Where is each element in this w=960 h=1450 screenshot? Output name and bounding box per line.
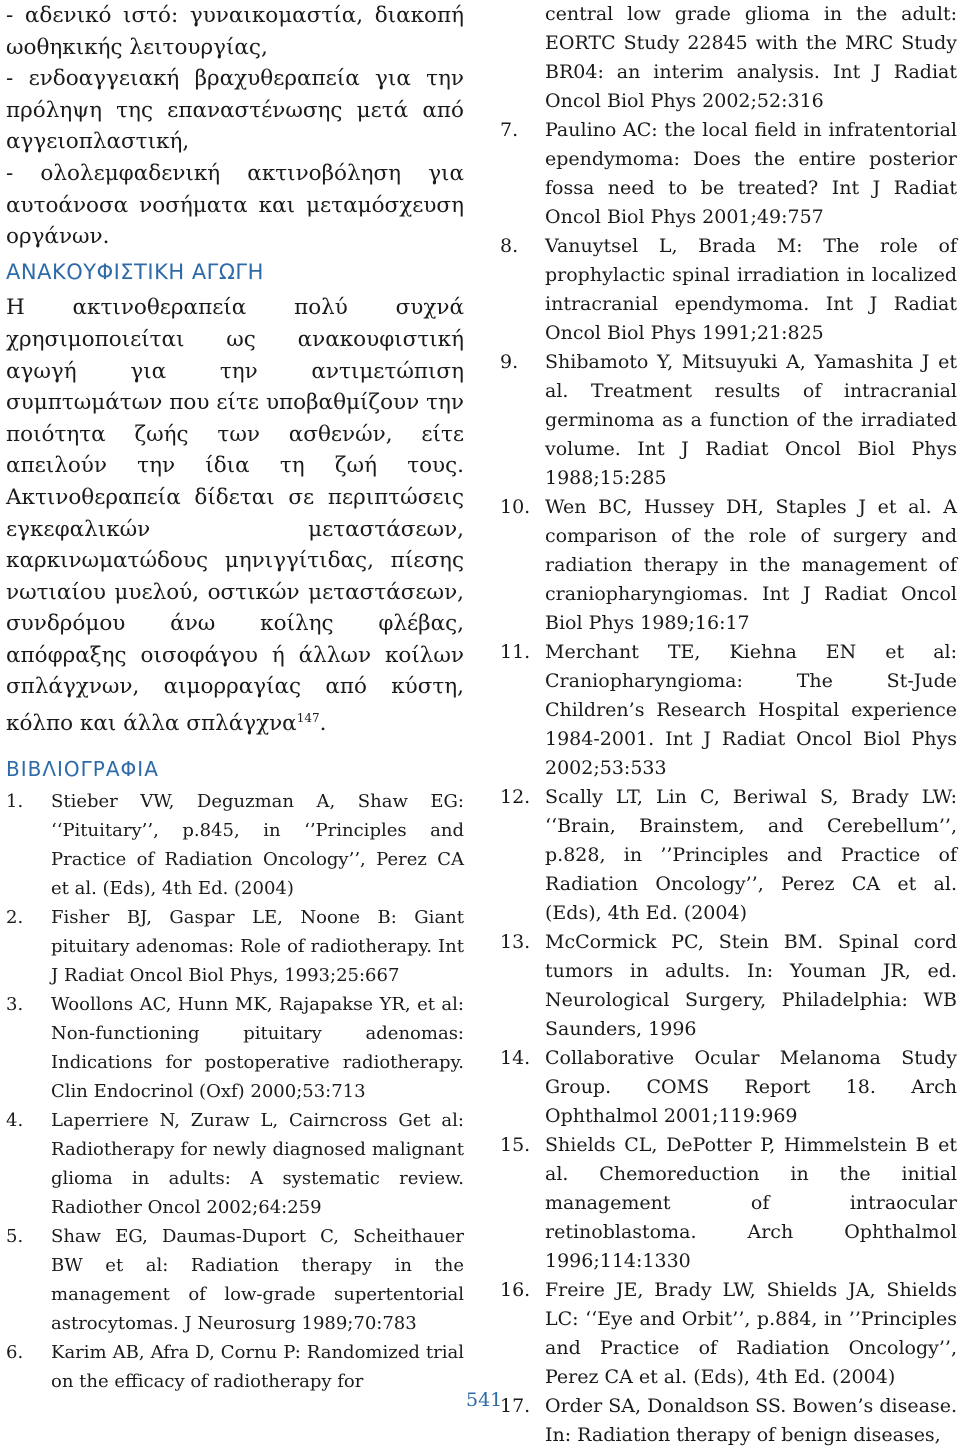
reference-number: 1.	[6, 791, 24, 813]
reference-text: Woollons AC, Hunn MK, Rajapakse YR, et al: Non-functioning pituitary adenomas: Indications for postoperative radiotherapy. Clin Endocrinol (Oxf) 2000;53:713	[51, 994, 464, 1103]
reference-text: Shaw EG, Daumas-Duport C, Scheithauer BW et al: Radiation therapy in the management of low-grade supertentorial astrocytomas. J Neurosurg 1989;70:783	[51, 1226, 464, 1335]
reference-text: Merchant TE, Kiehna EN et al: Craniopharyngioma: The St-Jude Children’s Research Hospital experience 1984-2001. Int J Radiat Oncol Biol Phys 2002;53:533	[545, 641, 957, 779]
paragraph	[6, 292, 464, 739]
reference-item	[500, 348, 957, 493]
section-heading: ΑΝΑΚΟΥΦΙΣΤΙΚΗ ΑΓΩΓΗ	[6, 259, 264, 284]
reference-number: 7.	[500, 119, 519, 141]
reference-continuation: central low grade glioma in the adult: EORTC Study 22845 with the MRC Study BR04: an interim analysis. Int J Radiat Oncol Biol Phys 2002;52:316	[545, 3, 957, 112]
reference-number: 11.	[500, 641, 531, 663]
reference-item	[500, 232, 957, 348]
reference-text: McCormick PC, Stein BM. Spinal cord tumors in adults. In: Youman JR, ed. Neurological Surgery, Philadelphia: WB Saunders, 1996	[545, 931, 957, 1040]
reference-item	[500, 1044, 957, 1131]
reference-text: Paulino AC: the local field in infratentorial ependymoma: Does the entire posterior fossa need to be treated? Int J Radiat Oncol Biol Phys 2001;49:757	[545, 119, 957, 228]
reference-number: 8.	[500, 235, 519, 257]
page-number: 541	[466, 1389, 503, 1411]
right-column	[500, 0, 957, 1450]
intro-line: - αδενικό ιστό: γυναικομαστία, διακοπή ωοθηκικής λειτουργίας,	[6, 3, 464, 60]
reference-text: Scally LT, Lin C, Beriwal S, Brady LW: ‘‘Brain, Brainstem, and Cerebellum’’, p.828, in ’’Principles and Practice of Radiation Oncology’’, Perez CA et al. (Eds), 4th Ed. (2004)	[545, 786, 957, 924]
reference-number: 17.	[500, 1395, 531, 1417]
reference-text: Wen BC, Hussey DH, Staples J et al. A comparison of the role of surgery and radiation therapy in the management of craniopharyngiomas. Int J Radiat Oncol Biol Phys 1989;16:17	[545, 496, 957, 634]
left-column	[6, 0, 464, 1396]
reference-number: 15.	[500, 1134, 531, 1156]
reference-number: 10.	[500, 496, 531, 518]
reference-number: 13.	[500, 931, 531, 953]
reference-list	[500, 116, 957, 1450]
paragraph-end: .	[319, 711, 327, 737]
reference-text: Freire JE, Brady LW, Shields JA, Shields LC: ‘‘Eye and Orbit’’, p.884, in ’’Principles and Practice of Radiation Oncology’’, Perez CA et al. (Eds), 4th Ed. (2004)	[545, 1279, 957, 1388]
reference-text: Collaborative Ocular Melanoma Study Group. COMS Report 18. Arch Ophthalmol 2001;119:969	[545, 1047, 957, 1127]
reference-number: 14.	[500, 1047, 531, 1069]
reference-text: Stieber VW, Deguzman A, Shaw EG: ‘‘Pituitary’’, p.845, in ‘’Principles and Practice of Radiation Oncology’’, Perez CA et al. (Eds), 4th Ed. (2004)	[51, 791, 464, 900]
reference-number: 9.	[500, 351, 519, 373]
bibliography-heading: ΒΙΒΛΙΟΓΡΑΦΙΑ	[6, 756, 159, 781]
reference-text: Order SA, Donaldson SS. Bowen’s disease. In: Radiation therapy of benign diseases,	[545, 1395, 957, 1446]
reference-text: Vanuytsel L, Brada M: The role of prophylactic spinal irradiation in localized intracranial ependymoma. Int J Radiat Oncol Biol Phys 1991;21:825	[545, 235, 957, 344]
paragraph-text: Η ακτινοθεραπεία πολύ συχνά χρησιμοποιείται ως ανακουφιστική αγωγή για την αντιμετώπιση συμπτωμάτων που είτε υποβαθμίζουν την ποιότητα ζωής των ασθενών, είτε απειλούν την ίδια τη ζωή τους. Ακτινοθεραπεία δίδεται σε περιπτώσεις εγκεφαλικών μεταστάσεων, καρκινωματώδους μηνιγγίτιδας, πίεσης νωτιαίου μυελού, οστικών μεταστάσεων, συνδρόμου άνω κοίλης φλέβας, απόφραξης οισοφάγου ή άλλων κοίλων σπλάγχνων, αιμορραγίας από κύστη, κόλπο και άλλα σπλάγχνα	[6, 295, 464, 737]
reference-item	[6, 1222, 464, 1338]
reference-number: 2.	[6, 907, 24, 929]
reference-text: Karim AB, Afra D, Cornu P: Randomized trial on the efficacy of radiotherapy for	[51, 1342, 464, 1393]
reference-item	[500, 116, 957, 232]
reference-item	[500, 1392, 957, 1450]
intro-line: - ενδοαγγειακή βραχυθεραπεία για την πρόληψη της επαναστένωσης μετά από αγγειοπλαστική,	[6, 66, 464, 155]
reference-item	[6, 787, 464, 903]
reference-number: 12.	[500, 786, 531, 808]
reference-number: 4.	[6, 1110, 24, 1132]
reference-number: 16.	[500, 1279, 531, 1301]
reference-item	[500, 928, 957, 1044]
reference-item	[500, 493, 957, 638]
reference-item	[6, 903, 464, 990]
reference-list	[6, 787, 464, 1396]
reference-number: 6.	[6, 1342, 24, 1364]
reference-number: 3.	[6, 994, 24, 1016]
reference-item	[6, 1338, 464, 1396]
reference-item	[6, 990, 464, 1106]
reference-item	[6, 1106, 464, 1222]
reference-number: 5.	[6, 1226, 24, 1248]
reference-item	[500, 638, 957, 783]
reference-text: Shields CL, DePotter P, Himmelstein B et al. Chemoreduction in the initial management of intraocular retinoblastoma. Arch Ophthalmol 1996;114:1330	[545, 1134, 957, 1272]
reference-item	[500, 1276, 957, 1392]
reference-item	[500, 783, 957, 928]
reference-text: Laperriere N, Zuraw L, Cairncross Get al: Radiotherapy for newly diagnosed malignant glioma in adults: A systematic review. Radiother Oncol 2002;64:259	[51, 1110, 464, 1219]
intro-line: - ολολεμφαδενική ακτινοβόληση για αυτοάνοσα νοσήματα και μεταμόσχευση οργάνων.	[6, 160, 464, 250]
reference-item	[500, 1131, 957, 1276]
reference-text: Fisher BJ, Gaspar LE, Noone B: Giant pituitary adenomas: Role of radiotherapy. Int J Radiat Oncol Biol Phys, 1993;25:667	[51, 907, 464, 987]
reference-text: Shibamoto Y, Mitsuyuki A, Yamashita J et al. Treatment results of intracranial germinoma as a function of the irradiated volume. Int J Radiat Oncol Biol Phys 1988;15:285	[545, 351, 957, 489]
footnote-marker: 147	[296, 711, 320, 726]
